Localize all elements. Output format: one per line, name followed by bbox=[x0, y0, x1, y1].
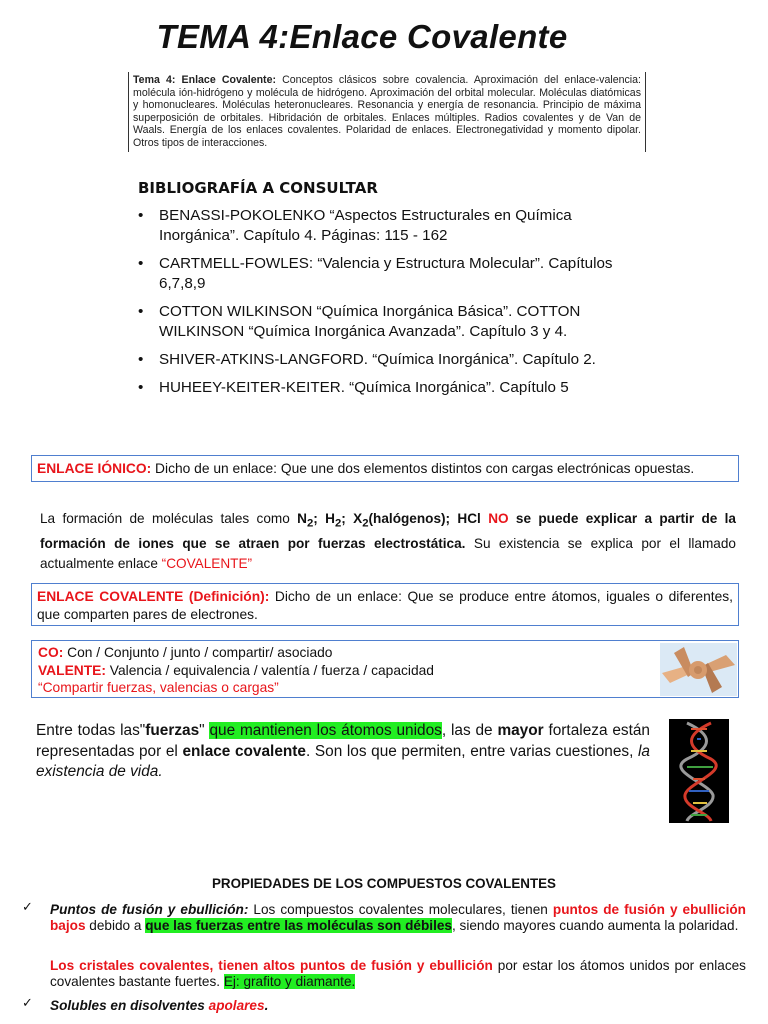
etymology-quote: “Compartir fuerzas, valencias o cargas” bbox=[38, 680, 279, 695]
hands-image bbox=[660, 643, 737, 696]
covalent-text: Dicho de un enlace: Que se produce entre átomos, iguales o diferentes, que comparten pares de electrones. bbox=[37, 589, 734, 622]
strength-text: " bbox=[199, 722, 210, 739]
formula-x: X bbox=[353, 511, 363, 526]
fuerzas-word: fuerzas bbox=[145, 722, 200, 739]
property-text: . bbox=[264, 998, 269, 1013]
etymology-box bbox=[31, 640, 739, 698]
subscript: 2 bbox=[334, 517, 342, 530]
ionic-label: ENLACE IÓNICO: bbox=[37, 461, 152, 476]
property-red-text: puntos de fusión y ebullición bajos bbox=[50, 902, 746, 933]
property-text: Solubles en disolventes bbox=[50, 998, 209, 1013]
list-item: • CARTMELL-FOWLES: “Valencia y Estructura Molecular”. Capítulos 6,7,8,9 bbox=[135, 254, 655, 294]
highlighted-phrase: que mantienen los átomos unidos bbox=[209, 722, 442, 739]
covalent-definition-box bbox=[31, 583, 739, 626]
separator: ; bbox=[313, 511, 326, 526]
valente-text: Valencia / equivalencia / valentía / fuerza / capacidad bbox=[105, 662, 434, 678]
strength-text: fortaleza están representadas por el bbox=[36, 722, 650, 760]
bibliography-list bbox=[135, 206, 655, 406]
property-text: debido a bbox=[85, 918, 146, 933]
ionic-text: Dicho de un enlace: Que une dos elementos distintos con cargas electrónicas opuestas. bbox=[151, 461, 695, 476]
dna-image bbox=[669, 719, 729, 823]
ionic-bond-box bbox=[31, 455, 739, 482]
molecules-rest: Su existencia se explica por el llamado actualmente enlace bbox=[40, 535, 736, 571]
list-item: • BENASSI-POKOLENKO “Aspectos Estructurales en Química Inorgánica”. Capítulo 4. Páginas: 115 - 162 bbox=[135, 206, 655, 246]
strength-text: Entre todas las" bbox=[36, 722, 146, 739]
property-red-text: Los cristales covalentes, tienen altos puntos de fusión y ebullición bbox=[50, 958, 493, 973]
molecules-text: La formación de moléculas tales como bbox=[40, 511, 298, 526]
formula-n: N bbox=[297, 511, 307, 526]
property-crystals-paragraph bbox=[50, 958, 746, 990]
highlighted-phrase: que las fuerzas entre las moléculas son débiles bbox=[145, 918, 452, 933]
check-icon: ✓ bbox=[22, 899, 33, 914]
syllabus-label: Tema 4: Enlace Covalente: bbox=[133, 74, 276, 86]
subscript: 2 bbox=[306, 517, 314, 530]
mayor-word: mayor bbox=[497, 722, 544, 739]
property-fusion-paragraph bbox=[50, 902, 746, 934]
separator: ; bbox=[341, 511, 354, 526]
molecules-paragraph bbox=[40, 509, 736, 574]
enlace-covalente-word: enlace covalente bbox=[182, 742, 306, 760]
property-text: Los compuestos covalentes moleculares, tienen bbox=[248, 902, 553, 917]
co-label: CO: bbox=[38, 645, 64, 660]
halogens-text: (halógenos); HCl bbox=[368, 511, 489, 526]
strength-text: . Son los que permiten, entre varias cuestiones, bbox=[305, 742, 639, 760]
molecules-bold-text: se puede explicar a partir de la formación de iones que se atraen por fuerzas electrostática. bbox=[40, 511, 736, 551]
covalent-label: ENLACE COVALENTE (Definición): bbox=[37, 589, 270, 604]
strength-paragraph bbox=[36, 721, 650, 783]
covalente-word: “COVALENTE” bbox=[161, 555, 253, 571]
co-text: Con / Conjunto / junto / compartir/ asociado bbox=[63, 645, 333, 660]
properties-heading: PROPIEDADES DE LOS COMPUESTOS COVALENTES bbox=[212, 876, 556, 891]
subscript: 2 bbox=[362, 517, 369, 530]
property-red-text: apolares bbox=[208, 998, 265, 1013]
list-item: • HUHEEY-KEITER-KEITER. “Química Inorgánica”. Capítulo 5 bbox=[135, 378, 655, 398]
property-text: , siendo mayores cuando aumenta la polaridad. bbox=[451, 918, 739, 933]
valente-label: VALENTE: bbox=[38, 662, 106, 678]
page-title: TEMA 4:Enlace Covalente bbox=[156, 18, 568, 55]
property-solubility-paragraph bbox=[50, 998, 268, 1013]
vida-phrase: la existencia de vida. bbox=[36, 742, 650, 780]
strength-text: , las de bbox=[441, 722, 498, 739]
list-item: • SHIVER-ATKINS-LANGFORD. “Química Inorgánica”. Capítulo 2. bbox=[135, 350, 655, 370]
formula-h: H bbox=[325, 511, 335, 526]
no-word: NO bbox=[488, 511, 509, 526]
syllabus-text: Conceptos clásicos sobre covalencia. Aproximación del enlace-valencia: molécula ión-hidrógeno y molécula de hidrógeno. Aproximación del orbital molecular. Moléculas diatómicas y homonucleares. Moléculas heteronucleares. Resonancia y energía de resonancia. Principio de máxima superposición de orbitales. Hibridación de orbitales. Enlaces múltiples. Radios covalentes y de Van de Waals. Energía de los enlaces covalentes. Polaridad de enlaces. Electronegatividad y momento dipolar. Otros tipos de interacciones. bbox=[133, 74, 641, 149]
highlighted-phrase: Ej: grafito y diamante. bbox=[223, 974, 356, 989]
property-label: Puntos de fusión y ebullición: bbox=[50, 902, 249, 917]
check-icon: ✓ bbox=[22, 995, 33, 1010]
property-text: por estar los átomos unidos por enlaces covalentes bastante fuertes. bbox=[50, 958, 746, 989]
bibliography-heading: BIBLIOGRAFÍA A CONSULTAR bbox=[138, 179, 378, 197]
list-item: • COTTON WILKINSON “Química Inorgánica Básica”. COTTON WILKINSON “Química Inorgánica Avanzada”. Capítulo 3 y 4. bbox=[135, 302, 655, 342]
syllabus-box bbox=[128, 72, 646, 152]
